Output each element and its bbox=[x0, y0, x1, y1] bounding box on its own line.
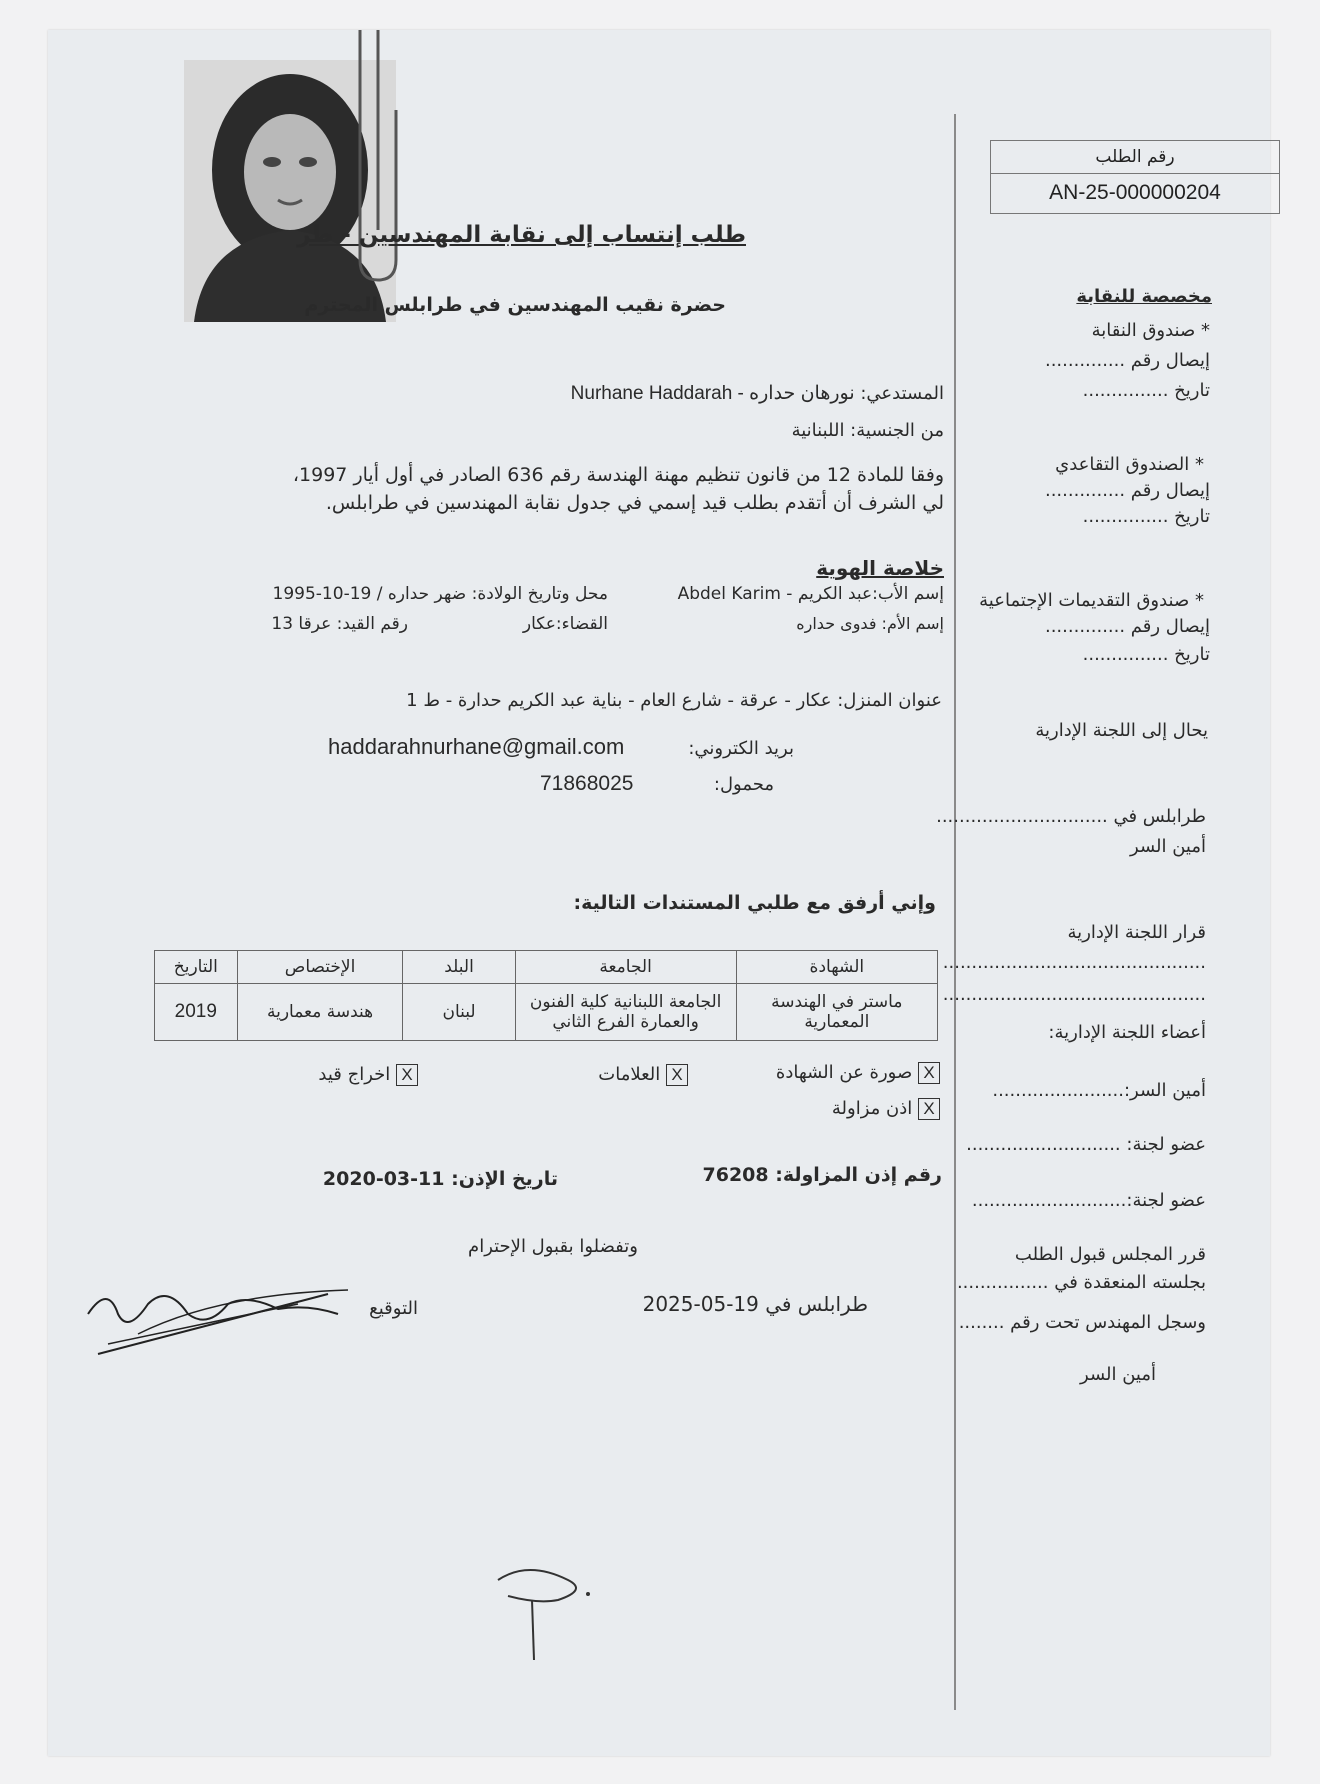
nationality: من الجنسية: اللبنانية bbox=[791, 420, 944, 441]
checklist-record-label: اخراج قيد bbox=[318, 1064, 391, 1085]
fund3-receipt: إيصال رقم .............. bbox=[1044, 616, 1210, 637]
fund1-date: تاريخ ............... bbox=[1082, 380, 1210, 401]
cell-country: لبنان bbox=[403, 984, 515, 1041]
registered-under: وسجل المهندس تحت رقم ........ bbox=[958, 1312, 1206, 1333]
table-header-row bbox=[155, 951, 938, 984]
committee-decision: قرار اللجنة الإدارية bbox=[1067, 922, 1206, 943]
fund3-label: * صندوق التقديمات الإجتماعية bbox=[979, 590, 1204, 611]
reserved-heading: مخصصة للنقابة bbox=[1076, 286, 1212, 307]
initials-mark-icon bbox=[488, 1560, 598, 1670]
place-date: طرابلس في 19-05-2025 bbox=[642, 1292, 868, 1316]
paper-clip-icon bbox=[348, 30, 418, 290]
secretary-dots: أمين السر:....................... bbox=[992, 1080, 1206, 1101]
checkbox-grades[interactable]: X bbox=[666, 1064, 688, 1086]
request-number-value: AN-25-000000204 bbox=[1049, 181, 1221, 204]
applicant-name: نورهان حداره - Nurhane Haddarah bbox=[570, 383, 855, 404]
documents-heading: وإني أرفق مع طلبي المستندات التالية: bbox=[573, 892, 936, 914]
mobile-label: محمول: bbox=[713, 774, 774, 795]
member-2: عضو لجنة:........................... bbox=[971, 1190, 1206, 1211]
applicant-label: المستدعي: bbox=[860, 383, 944, 404]
checklist-record bbox=[248, 1064, 418, 1086]
applicant-line bbox=[448, 382, 944, 405]
committee-decision-dots-1: .............................................. bbox=[942, 952, 1206, 973]
addressee: حضرة نقيب المهندسين في طرابلس المحترم bbox=[304, 294, 726, 316]
email-value: haddarahnurhane@gmail.com bbox=[328, 734, 625, 759]
intro-line-2: لي الشرف أن أتقدم بطلب قيد إسمي في جدول نقابة المهندسين في طرابلس. bbox=[325, 492, 944, 514]
header-certificate: الشهادة bbox=[736, 951, 937, 984]
document-page bbox=[48, 30, 1270, 1756]
mobile-value: 71868025 bbox=[540, 772, 634, 795]
checkbox-permit[interactable]: X bbox=[918, 1098, 940, 1120]
header-country: البلد bbox=[403, 951, 515, 984]
fund3-date: تاريخ ............... bbox=[1082, 644, 1210, 665]
degrees-table bbox=[154, 950, 938, 1041]
refer-to-committee: يحال إلى اللجنة الإدارية bbox=[1035, 720, 1208, 741]
tripoli-in: طرابلس في .............................. bbox=[936, 806, 1206, 827]
permit-date: تاريخ الإذن: 11-03-2020 bbox=[322, 1168, 558, 1190]
cell-specialty: هندسة معمارية bbox=[237, 984, 403, 1041]
in-session: بجلسته المنعقدة في ................ bbox=[956, 1272, 1206, 1293]
birth-place-date: محل وتاريخ الولادة: ضهر حداره / 19-10-1995 bbox=[272, 584, 608, 604]
request-number-box bbox=[990, 140, 1280, 214]
checkbox-certificate[interactable]: X bbox=[918, 1062, 940, 1084]
identity-heading: خلاصة الهوية bbox=[816, 556, 944, 580]
checklist-grades bbox=[508, 1064, 688, 1086]
secretary-2: أمين السر bbox=[1080, 1364, 1156, 1385]
request-number-label: رقم الطلب bbox=[991, 141, 1279, 174]
signature-icon bbox=[78, 1274, 358, 1364]
home-address: عنوان المنزل: عكار - عرقة - شارع العام - بناية عبد الكريم حدارة - ط 1 bbox=[406, 690, 942, 711]
committee-decision-dots-2: .............................................. bbox=[942, 984, 1206, 1005]
fund1-label: * صندوق النقابة bbox=[1091, 320, 1210, 341]
email-label: بريد الكتروني: bbox=[688, 738, 794, 759]
checklist-certificate-label: صورة عن الشهادة bbox=[775, 1062, 913, 1083]
secretary-1: أمين السر bbox=[1130, 836, 1206, 857]
member-1: عضو لجنة: ........................... bbox=[966, 1134, 1206, 1155]
permit-number: رقم إذن المزاولة: 76208 bbox=[702, 1164, 942, 1186]
checkbox-record[interactable]: X bbox=[396, 1064, 418, 1086]
form-title: طلب إنتساب إلى نقابة المهندسين - طر bbox=[297, 222, 746, 248]
signature-label: التوقيع bbox=[369, 1298, 418, 1319]
fund2-label: * الصندوق التقاعدي bbox=[1055, 454, 1204, 475]
cell-date: 2019 bbox=[155, 984, 238, 1041]
father-name: إسم الأب:عبد الكريم - Abdel Karim bbox=[677, 584, 944, 604]
header-university: الجامعة bbox=[515, 951, 736, 984]
district: القضاء:عكار bbox=[522, 614, 608, 634]
council-decided: قرر المجلس قبول الطلب bbox=[1014, 1244, 1206, 1265]
table-row bbox=[155, 984, 938, 1041]
mother-name: إسم الأم: فدوى حداره bbox=[796, 614, 944, 633]
intro-line-1: وفقا للمادة 12 من قانون تنظيم مهنة الهندسة رقم 636 الصادر في أول أيار 1997، bbox=[292, 464, 944, 486]
checklist-certificate bbox=[688, 1062, 940, 1084]
committee-members: أعضاء اللجنة الإدارية: bbox=[1048, 1022, 1206, 1043]
checklist-permit-label: اذن مزاولة bbox=[831, 1098, 913, 1119]
registry-number: رقم القيد: عرقا 13 bbox=[271, 614, 408, 634]
column-divider bbox=[954, 114, 956, 1710]
checklist-permit bbox=[688, 1098, 940, 1120]
fund1-receipt: إيصال رقم .............. bbox=[1044, 350, 1210, 371]
closing-line: وتفضلوا بقبول الإحترام bbox=[468, 1236, 638, 1257]
fund2-receipt: إيصال رقم .............. bbox=[1044, 480, 1210, 501]
checklist-grades-label: العلامات bbox=[598, 1064, 661, 1085]
header-date: التاريخ bbox=[155, 951, 238, 984]
cell-certificate: ماستر في الهندسة المعمارية bbox=[736, 984, 937, 1041]
fund2-date: تاريخ ............... bbox=[1082, 506, 1210, 527]
header-specialty: الإختصاص bbox=[237, 951, 403, 984]
cell-university: الجامعة اللبنانية كلية الفنون والعمارة الفرع الثاني bbox=[515, 984, 736, 1041]
